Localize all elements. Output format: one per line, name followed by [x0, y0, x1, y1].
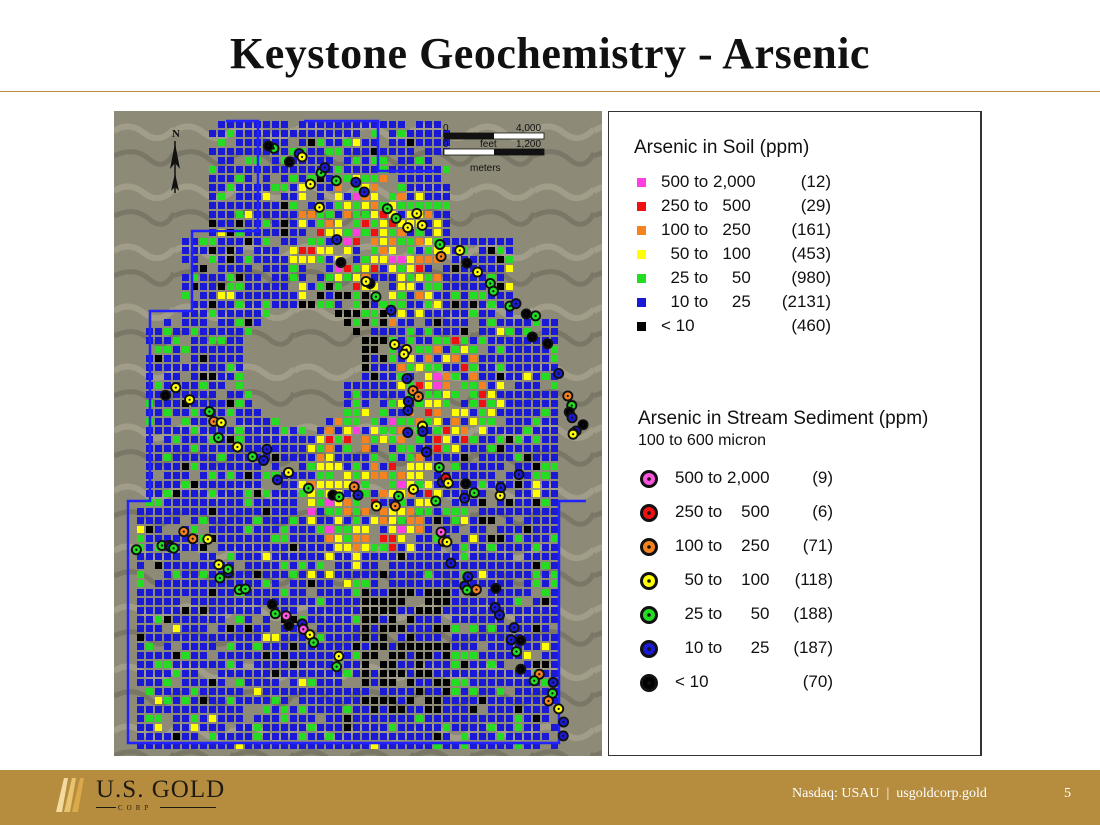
soil-count: (980): [791, 268, 831, 287]
page-number: 5: [1064, 786, 1071, 801]
sediment-symbol-icon: [639, 571, 659, 591]
scale-meters-zero: 0: [443, 139, 449, 150]
soil-count: (12): [800, 172, 831, 191]
slide-title: Keystone Geochemistry - Arsenic: [230, 29, 870, 78]
north-arrow-label: N: [172, 128, 180, 140]
sediment-count: (6): [812, 502, 833, 521]
soil-count: (453): [791, 244, 831, 263]
sediment-symbol-icon: [639, 639, 659, 659]
sediment-count: (71): [802, 536, 833, 555]
scale-feet-unit: feet: [480, 139, 497, 150]
soil-count: (460): [791, 316, 831, 335]
soil-count: (2131): [781, 292, 831, 311]
soil-swatch: [637, 178, 646, 187]
soil-legend-title: Arsenic in Soil (ppm): [634, 137, 810, 158]
logo-rule-left: [96, 807, 116, 808]
soil-range-label: 50 to 100: [661, 244, 751, 263]
footer-bar: [0, 770, 1100, 825]
scale-feet-zero: 0: [443, 123, 449, 134]
soil-swatch: [637, 274, 646, 283]
sediment-range-label: 10 to 25: [675, 638, 770, 657]
scale-meters-unit: meters: [470, 163, 501, 174]
sediment-range-label: 250 to 500: [675, 502, 770, 521]
title-divider: [0, 91, 1100, 92]
soil-range-label: 500 to 2,000: [661, 172, 756, 191]
soil-range-label: 10 to 25: [661, 292, 751, 311]
sediment-legend-title: Arsenic in Stream Sediment (ppm): [638, 408, 929, 429]
sediment-range-label: < 10: [675, 672, 709, 691]
sediment-count: (188): [793, 604, 833, 623]
us-gold-logo-icon: [54, 776, 86, 814]
logo-rule-right: [160, 807, 216, 808]
sediment-legend-subtitle: 100 to 600 micron: [638, 432, 767, 449]
logo-wordmark: U.S. GOLD: [96, 776, 226, 803]
map-canvas: [114, 111, 602, 756]
map-legend: [608, 111, 982, 756]
sediment-range-label: 500 to 2,000: [675, 468, 770, 487]
soil-swatch: [637, 226, 646, 235]
sediment-range-label: 25 to 50: [675, 604, 770, 623]
sediment-count: (118): [794, 570, 833, 589]
soil-swatch: [637, 250, 646, 259]
soil-range-label: 25 to 50: [661, 268, 751, 287]
soil-range-label: < 10: [661, 316, 695, 335]
sediment-symbol-icon: [639, 537, 659, 557]
soil-swatch: [637, 298, 646, 307]
footer-info: Nasdaq: USAU | usgoldcorp.gold: [792, 786, 987, 801]
soil-range-label: 250 to 500: [661, 196, 751, 215]
sediment-count: (9): [812, 468, 833, 487]
sediment-count: (70): [802, 672, 833, 691]
soil-range-label: 100 to 250: [661, 220, 751, 239]
logo-subtext: CORP: [118, 804, 153, 812]
sediment-range-label: 100 to 250: [675, 536, 770, 555]
soil-swatch: [637, 202, 646, 211]
sediment-symbol-icon: [639, 673, 659, 693]
sediment-symbol-icon: [639, 469, 659, 489]
soil-count: (161): [791, 220, 831, 239]
sediment-symbol-icon: [639, 503, 659, 523]
soil-count: (29): [800, 196, 831, 215]
sediment-count: (187): [793, 638, 833, 657]
sediment-symbol-icon: [639, 605, 659, 625]
scale-feet-max: 4,000: [516, 123, 542, 134]
sediment-range-label: 50 to 100: [675, 570, 770, 589]
soil-swatch: [637, 322, 646, 331]
geochemistry-map: [114, 111, 602, 756]
scale-meters-max: 1,200: [516, 139, 542, 150]
